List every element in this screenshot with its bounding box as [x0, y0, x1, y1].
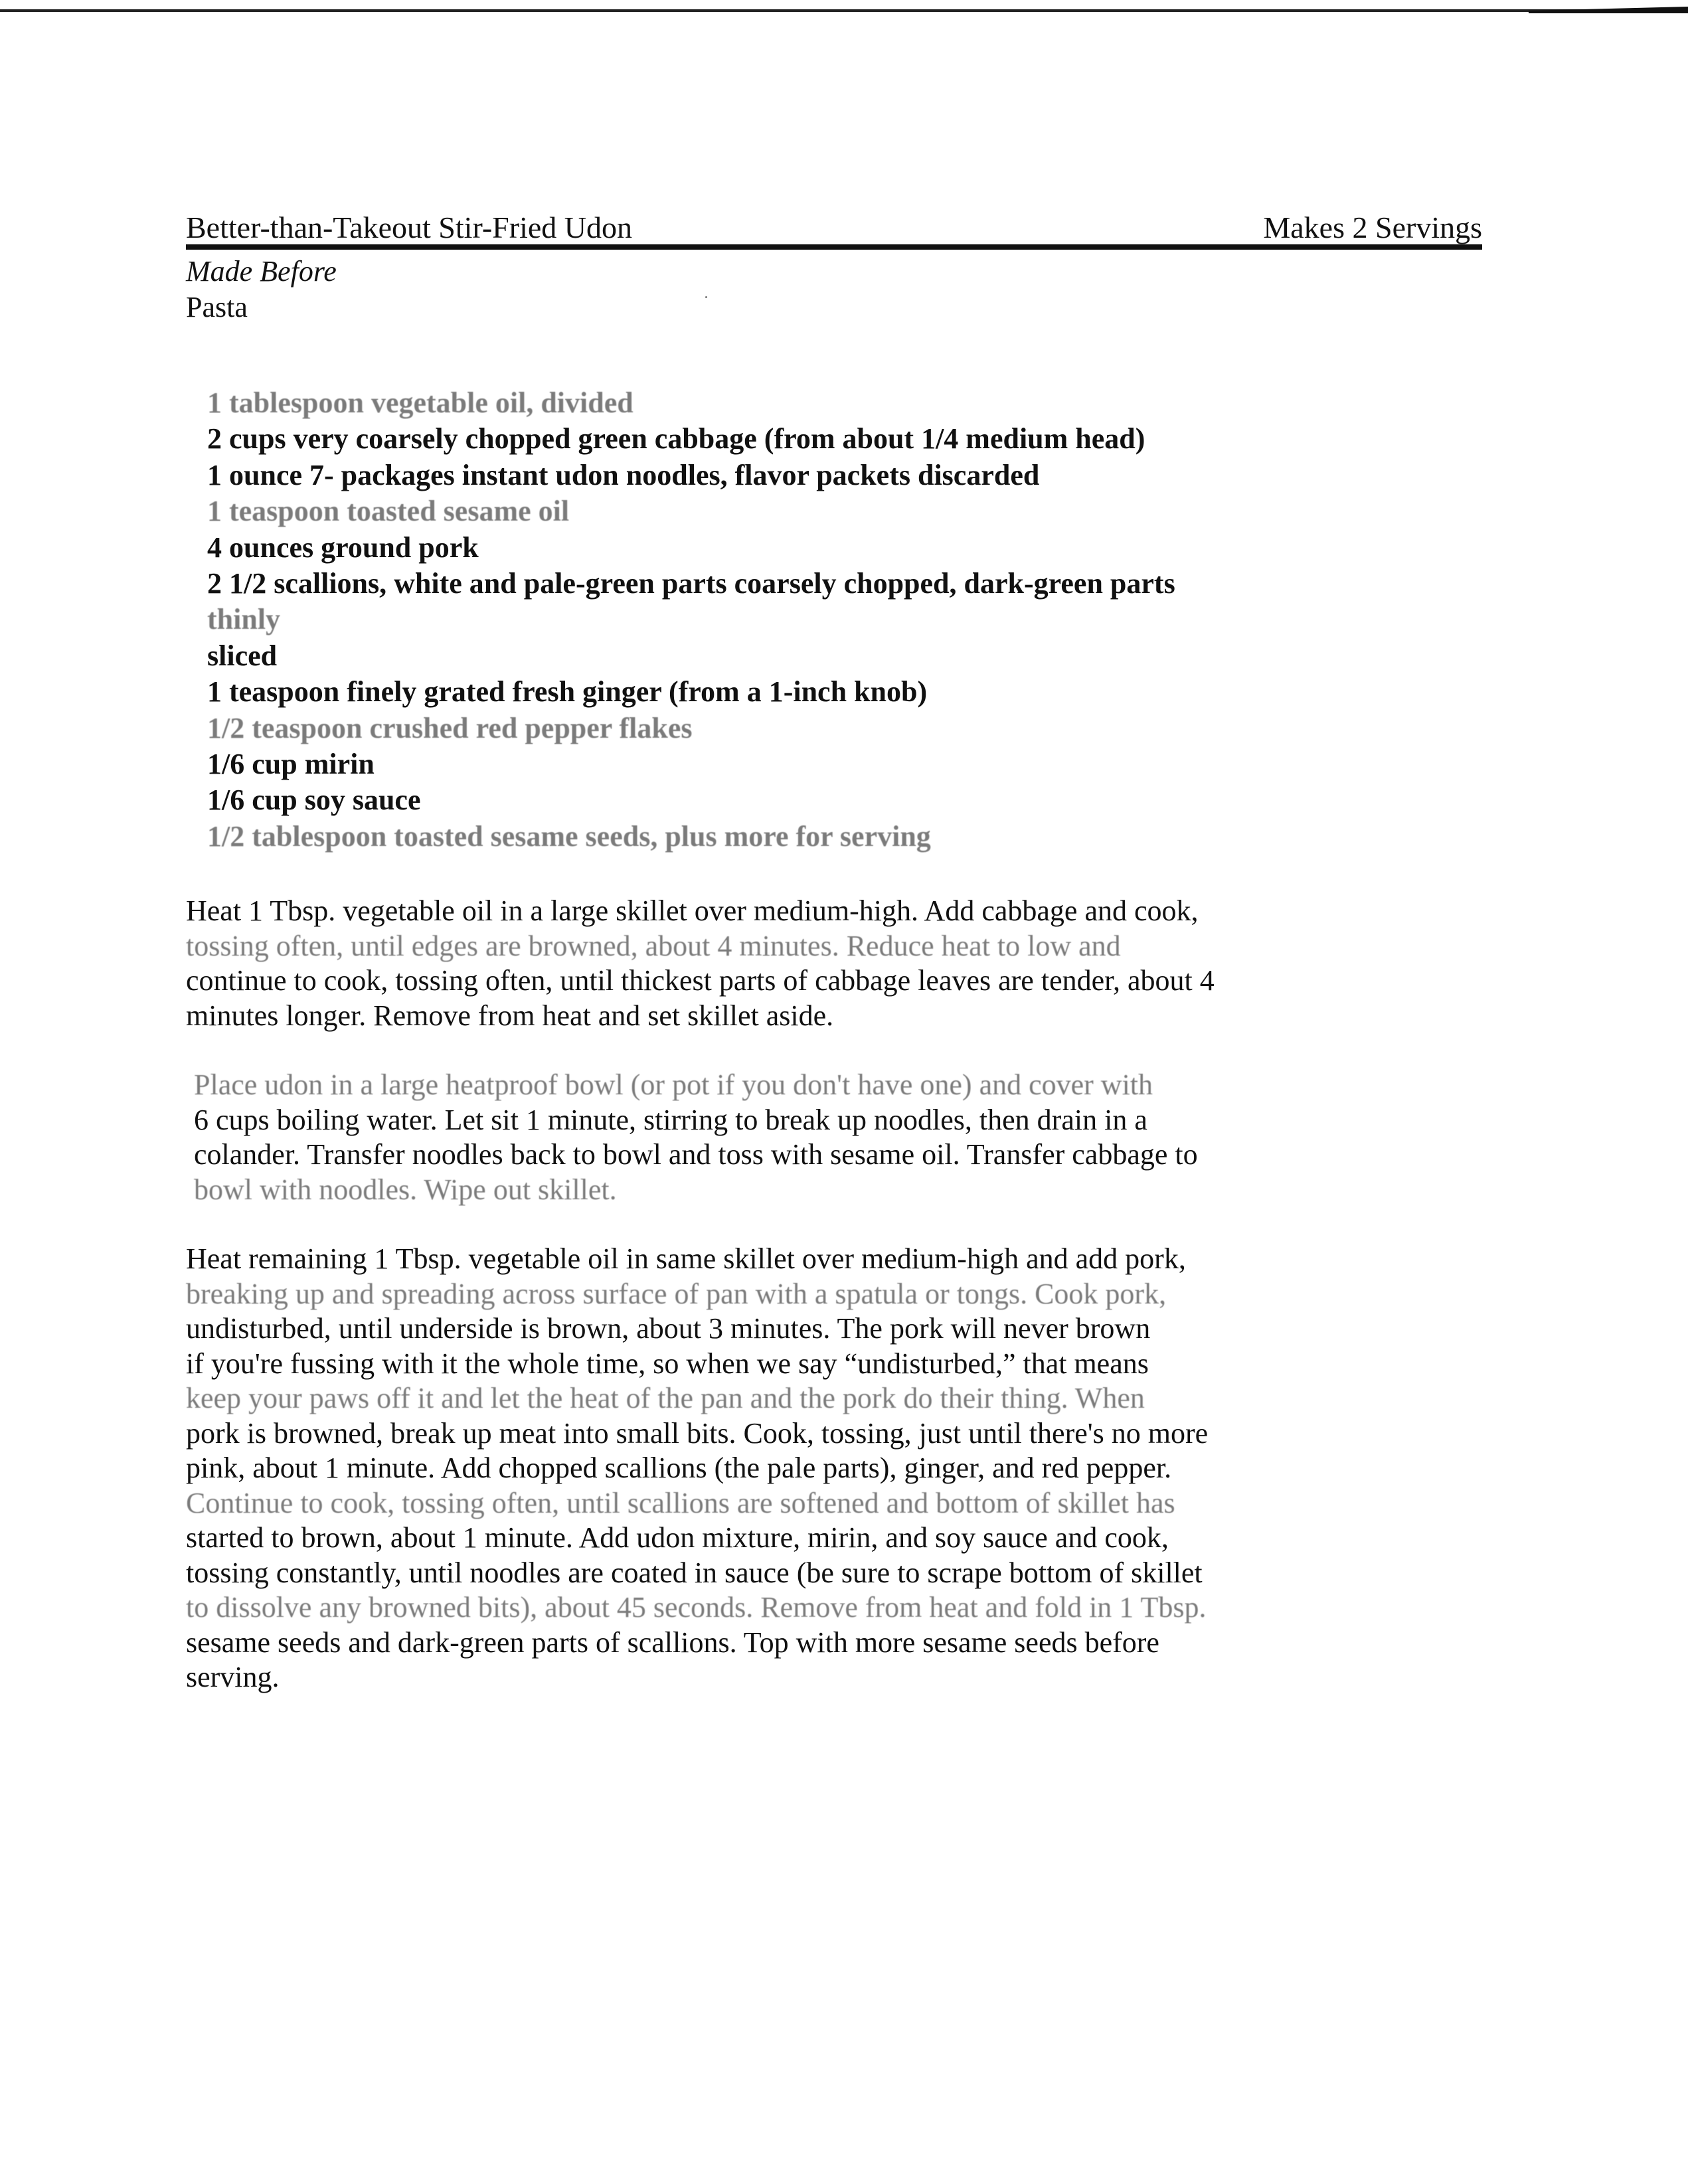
step-line: sesame seeds and dark-green parts of scallions. Top with more sesame seeds before — [186, 1626, 1159, 1659]
ingredient-item: 2 1/2 scallions, white and pale-green parts coarsely chopped, dark-green parts — [207, 566, 1175, 600]
ingredient-item: 1 tablespoon vegetable oil, divided — [207, 386, 633, 419]
step-line: colander. Transfer noodles back to bowl and toss with sesame oil. Transfer cabbage to — [194, 1138, 1198, 1171]
recipe-category: Pasta — [186, 291, 248, 323]
step-line: to dissolve any browned bits), about 45 seconds. Remove from heat and fold in 1 Tbsp. — [186, 1591, 1207, 1624]
step-line: 6 cups boiling water. Let sit 1 minute, stirring to break up noodles, then drain in a — [194, 1103, 1147, 1136]
step-line: Heat 1 Tbsp. vegetable oil in a large skillet over medium-high. Add cabbage and cook, — [186, 894, 1199, 927]
step-line: Continue to cook, tossing often, until scallions are softened and bottom of skillet has — [186, 1486, 1175, 1519]
ingredient-item: 4 ounces ground pork — [207, 531, 479, 564]
ingredient-item: sliced — [207, 639, 278, 672]
step-paragraph — [186, 1242, 1487, 1695]
step-line: serving. — [186, 1661, 280, 1693]
scan-edge-line — [0, 9, 1688, 12]
step-line: if you're fussing with it the whole time, so when we say “undisturbed,” that means — [186, 1347, 1149, 1380]
recipe-meta — [186, 254, 337, 325]
ingredient-item: 1 teaspoon finely grated fresh ginger (from a 1-inch knob) — [207, 675, 928, 709]
step-line: started to brown, about 1 minute. Add udon mixture, mirin, and soy sauce and cook, — [186, 1521, 1169, 1554]
ingredient-item: 1 ounce 7- packages instant udon noodles, flavor packets discarded — [207, 458, 1040, 491]
step-line: tossing constantly, until noodles are coated in sauce (be sure to scrape bottom of skillet — [186, 1556, 1203, 1589]
scan-speck — [705, 296, 707, 298]
step-paragraph — [186, 894, 1487, 1033]
step-line: undisturbed, until underside is brown, about 3 minutes. The pork will never brown — [186, 1312, 1151, 1345]
step-line: breaking up and spreading across surface of pan with a spatula or tongs. Cook pork, — [186, 1277, 1167, 1310]
step-line: tossing often, until edges are browned, about 4 minutes. Reduce heat to low and — [186, 929, 1121, 962]
ingredient-item: 2 cups very coarsely chopped green cabbage (from about 1/4 medium head) — [207, 422, 1145, 456]
ingredient-item: 1/2 tablespoon toasted sesame seeds, plus more for serving — [207, 819, 931, 853]
ingredient-item: 1/6 cup soy sauce — [207, 784, 421, 817]
step-line: keep your paws off it and let the heat of the pan and the pork do their thing. When — [186, 1382, 1145, 1414]
ingredient-item: 1/2 teaspoon crushed red pepper flakes — [207, 711, 693, 744]
recipe-title: Better-than-Takeout Stir-Fried Udon — [186, 210, 632, 244]
step-line: minutes longer. Remove from heat and set skillet aside. — [186, 999, 834, 1032]
recipe-header — [186, 199, 1482, 246]
ingredient-item: thinly — [207, 603, 281, 636]
step-line: bowl with noodles. Wipe out skillet. — [194, 1173, 617, 1206]
recipe-yield: Makes 2 Servings — [1263, 210, 1482, 244]
step-line: pink, about 1 minute. Add chopped scallions (the pale parts), ginger, and red pepper. — [186, 1452, 1172, 1484]
step-paragraph — [186, 1068, 1487, 1207]
step-line: continue to cook, tossing often, until thickest parts of cabbage leaves are tender, about 4 — [186, 964, 1215, 997]
step-line: pork is browned, break up meat into small bits. Cook, tossing, just until there's no more — [186, 1416, 1209, 1450]
instructions — [186, 894, 1487, 1730]
ingredient-item: 1 teaspoon toasted sesame oil — [207, 495, 570, 528]
step-line: Place udon in a large heatproof bowl (or pot if you don't have one) and cover with — [194, 1068, 1153, 1101]
ingredient-item: 1/6 cup mirin — [207, 747, 375, 780]
ingredient-list — [207, 385, 1469, 855]
step-line: Heat remaining 1 Tbsp. vegetable oil in same skillet over medium-high and add pork, — [186, 1242, 1186, 1275]
made-before-label: Made Before — [186, 255, 337, 288]
header-rule — [186, 244, 1482, 250]
